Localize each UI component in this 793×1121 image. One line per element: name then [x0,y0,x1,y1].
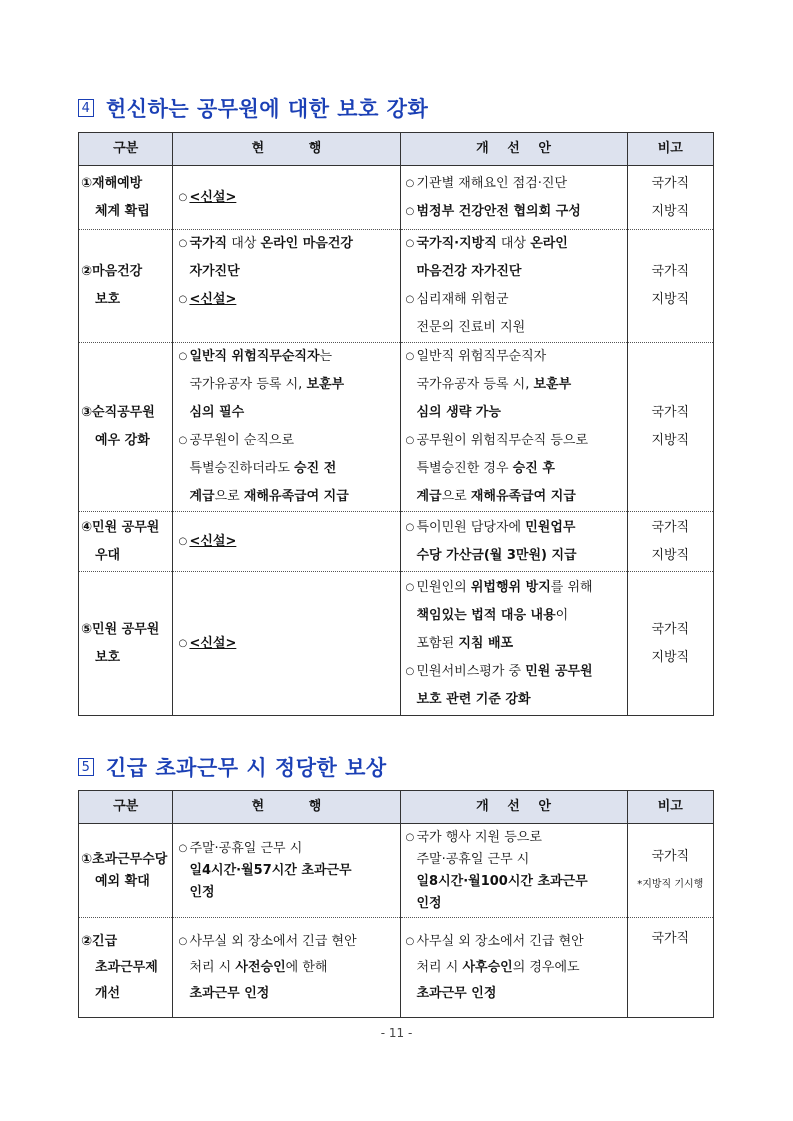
improved-cell: ○ 민원인의 위법행위 방지를 위해 책임있는 법적 대응 내용이 포함된 지침 배포 ○ 민원서비스평가 중 민원 공무원 보호 관련 기준 강화 [400,572,627,716]
current-cell: ○ <신설> [173,512,400,572]
table-row [79,824,714,918]
current-cell: ○ 사무실 외 장소에서 긴급 현안 처리 시 사전승인에 한해 초과근무 인정 [173,918,400,1018]
note-cell: 국가직 지방직 [627,230,713,343]
current-cell: ○ <신설> [173,572,400,716]
section-5-title [78,752,387,782]
note-cell: 국가직 지방직 [627,343,713,512]
header-current: 현 행 [173,791,400,824]
table-header-row [79,791,714,824]
current-cell: ○ <신설> [173,166,400,230]
note-cell: 국가직 지방직 [627,572,713,716]
section-5-title-text: 긴급 초과근무 시 정당한 보상 [106,756,387,780]
section-4-title-text: 헌신하는 공무원에 대한 보호 강화 [106,97,429,121]
page-number: - 11 - [380,1026,413,1040]
improved-cell: ○ 특이민원 담당자에 민원업무 수당 가산금(월 3만원) 지급 [400,512,627,572]
improved-cell: ○ 일반직 위험직무순직자 국가유공자 등록 시, 보훈부 심의 생략 가능 ○ 공무원이 위험직무순직 등으로 특별승진한 경우 승진 후 계급으로 재해유족급여 지급 [400,343,627,512]
table-row [79,918,714,1018]
improved-cell: ○ 기관별 재해요인 점검·진단 ○ 범정부 건강안전 협의회 구성 [400,166,627,230]
header-note: 비고 [627,133,713,166]
section-4-number: 4 [78,99,94,117]
header-improved: 개 선 안 [400,133,627,166]
row-category: ①초과근무수당 예외 확대 [79,824,173,918]
note-cell: 국가직 지방직 [627,512,713,572]
header-current: 현 행 [173,133,400,166]
improved-cell: ○ 국가 행사 지원 등으로 주말·공휴일 근무 시 일8시간·월100시간 초과근무 인정 [400,824,627,918]
header-category: 구분 [79,791,173,824]
note-cell: 국가직 지방직 [627,166,713,230]
current-cell: ○ 주말·공휴일 근무 시 일4시간·월57시간 초과근무 인정 [173,824,400,918]
row-category: ①재해예방 체계 확립 [79,166,173,230]
section-4-table [78,132,714,716]
section-4-title [78,93,428,123]
row-category: ④민원 공무원 우대 [79,512,173,572]
section-5-table [78,790,714,1018]
table-row [79,230,714,343]
table-row [79,166,714,230]
header-improved: 개 선 안 [400,791,627,824]
improved-cell: ○ 사무실 외 장소에서 긴급 현안 처리 시 사후승인의 경우에도 초과근무 인정 [400,918,627,1018]
row-category: ②마음건강 보호 [79,230,173,343]
row-category: ②긴급 초과근무제 개선 [79,918,173,1018]
current-cell: ○ 국가직 대상 온라인 마음건강 자가진단 ○ <신설> [173,230,400,343]
table-row [79,572,714,716]
note-cell: 국가직 *지방직 기시행 [627,824,713,918]
header-category: 구분 [79,133,173,166]
current-cell: ○ 일반직 위험직무순직자는 국가유공자 등록 시, 보훈부 심의 필수 ○ 공무원이 순직으로 특별승진하더라도 승진 전 계급으로 재해유족급여 지급 [173,343,400,512]
table-row [79,343,714,512]
table-header-row [79,133,714,166]
note-cell: 국가직 [627,918,713,1018]
header-note: 비고 [627,791,713,824]
table-row [79,512,714,572]
section-5-number: 5 [78,758,94,776]
row-category: ③순직공무원 예우 강화 [79,343,173,512]
improved-cell: ○ 국가직·지방직 대상 온라인 마음건강 자가진단 ○ 심리재해 위험군 전문의 진료비 지원 [400,230,627,343]
row-category: ⑤민원 공무원 보호 [79,572,173,716]
